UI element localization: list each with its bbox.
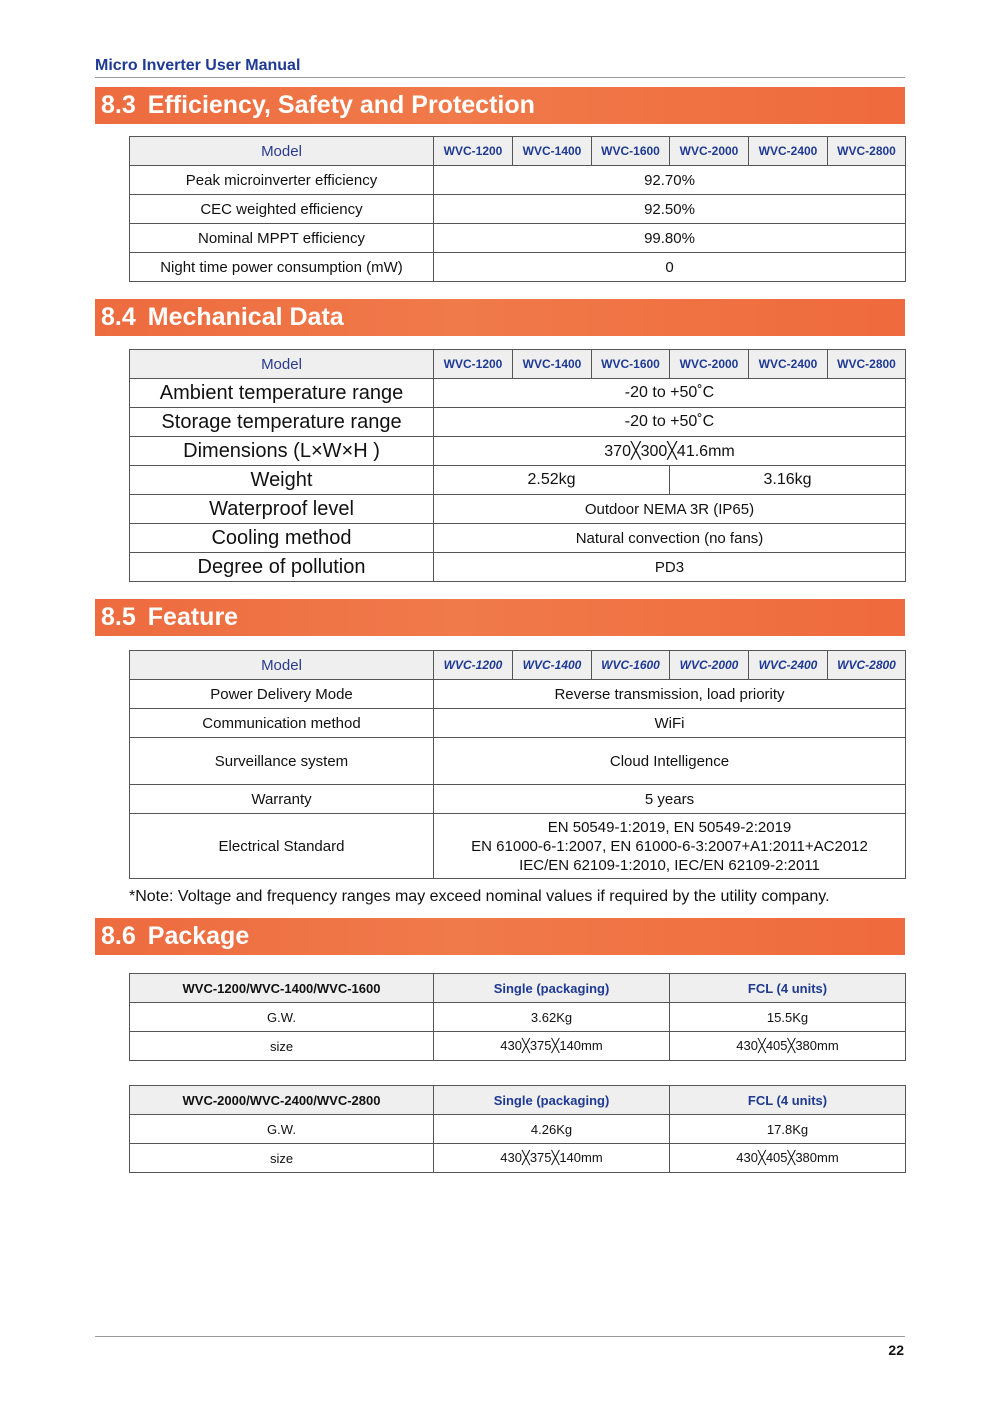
section-number: 8.4: [101, 303, 136, 331]
table-header-row: [130, 651, 906, 680]
model-column-header: WVC-1600: [592, 137, 670, 166]
row-value: Reverse transmission, load priority: [434, 680, 906, 709]
row-value: 17.8Kg: [670, 1115, 906, 1144]
row-label: CEC weighted efficiency: [130, 195, 434, 224]
table-row: [130, 680, 906, 709]
table-row: [130, 785, 906, 814]
row-label: Storage temperature range: [130, 408, 434, 437]
table-row: [130, 224, 906, 253]
row-label: Cooling method: [130, 524, 434, 553]
model-column-header: WVC-1400: [513, 651, 592, 680]
table-row: [130, 437, 906, 466]
row-label: G.W.: [130, 1003, 434, 1032]
row-label: Waterproof level: [130, 495, 434, 524]
row-value: 5 years: [434, 785, 906, 814]
model-column-header: WVC-2800: [828, 350, 906, 379]
row-label: Electrical Standard: [130, 814, 434, 879]
row-label: Night time power consumption (mW): [130, 253, 434, 282]
row-value: -20 to +50˚C: [434, 408, 906, 437]
package-models-header: WVC-1200/WVC-1400/WVC-1600: [130, 974, 434, 1003]
section-heading-8-4: [95, 299, 905, 336]
single-packaging-header: Single (packaging): [434, 974, 670, 1003]
table-row: [130, 709, 906, 738]
section-number: 8.5: [101, 603, 136, 631]
row-label: Warranty: [130, 785, 434, 814]
row-value: 3.62Kg: [434, 1003, 670, 1032]
table-row: [130, 166, 906, 195]
section-heading-8-6: [95, 918, 905, 955]
row-label: Dimensions (L×W×H ): [130, 437, 434, 466]
package-models-header: WVC-2000/WVC-2400/WVC-2800: [130, 1086, 434, 1115]
section-number: 8.6: [101, 922, 136, 950]
table-row: [130, 524, 906, 553]
table-row: [130, 1032, 906, 1061]
row-label: Nominal MPPT efficiency: [130, 224, 434, 253]
row-label: G.W.: [130, 1115, 434, 1144]
row-value: 3.16kg: [670, 466, 906, 495]
row-value: WiFi: [434, 709, 906, 738]
row-value: Cloud Intelligence: [434, 738, 906, 785]
row-value: 430╳375╳140mm: [434, 1144, 670, 1173]
mechanical-table: [129, 349, 906, 582]
efficiency-table: [129, 136, 906, 282]
row-value: 2.52kg: [434, 466, 670, 495]
fcl-header: FCL (4 units): [670, 1086, 906, 1115]
model-header: Model: [130, 651, 434, 680]
row-label: Communication method: [130, 709, 434, 738]
table-row: [130, 1115, 906, 1144]
table-row: [130, 738, 906, 785]
row-label: Weight: [130, 466, 434, 495]
model-column-header: WVC-1600: [592, 350, 670, 379]
model-column-header: WVC-1400: [513, 350, 592, 379]
standard-line: EN 61000-6-1:2007, EN 61000-6-3:2007+A1:2011+AC2012: [471, 837, 868, 855]
table-header-row: [130, 974, 906, 1003]
row-value: PD3: [434, 553, 906, 582]
row-value: 430╳405╳380mm: [670, 1032, 906, 1061]
table-row: [130, 195, 906, 224]
table-header-row: [130, 137, 906, 166]
table-row: [130, 466, 906, 495]
fcl-header: FCL (4 units): [670, 974, 906, 1003]
model-column-header: WVC-2400: [749, 137, 828, 166]
table-row: [130, 1144, 906, 1173]
row-label: size: [130, 1144, 434, 1173]
model-column-header: WVC-1400: [513, 137, 592, 166]
model-column-header: WVC-1200: [434, 350, 513, 379]
row-label: Ambient temperature range: [130, 379, 434, 408]
row-value: -20 to +50˚C: [434, 379, 906, 408]
row-value: 92.70%: [434, 166, 906, 195]
package-table-group-2: [129, 1085, 906, 1173]
section-number: 8.3: [101, 91, 136, 119]
standard-line: EN 50549-1:2019, EN 50549-2:2019: [547, 818, 792, 836]
row-value: 15.5Kg: [670, 1003, 906, 1032]
model-column-header: WVC-2800: [828, 651, 906, 680]
section-heading-8-5: [95, 599, 905, 636]
model-column-header: WVC-1600: [592, 651, 670, 680]
model-column-header: WVC-1200: [434, 137, 513, 166]
table-header-row: [130, 350, 906, 379]
model-column-header: WVC-2000: [670, 350, 749, 379]
footer-divider: [95, 1336, 905, 1337]
row-value: 99.80%: [434, 224, 906, 253]
section-heading-8-3: [95, 87, 905, 124]
row-label: size: [130, 1032, 434, 1061]
page-number: 22: [888, 1342, 904, 1358]
document-header-title: Micro Inverter User Manual: [95, 57, 905, 78]
table-row: [130, 553, 906, 582]
feature-table: [129, 650, 906, 879]
note-text: *Note: Voltage and frequency ranges may exceed nominal values if required by the utility company.: [129, 888, 830, 905]
row-value: [434, 814, 906, 879]
table-header-row: [130, 1086, 906, 1115]
table-row: [130, 1003, 906, 1032]
section-title: Efficiency, Safety and Protection: [147, 91, 535, 119]
row-value: 0: [434, 253, 906, 282]
section-title: Mechanical Data: [147, 303, 344, 331]
model-column-header: WVC-2000: [670, 137, 749, 166]
row-value: 430╳405╳380mm: [670, 1144, 906, 1173]
model-column-header: WVC-2400: [749, 350, 828, 379]
single-packaging-header: Single (packaging): [434, 1086, 670, 1115]
table-row: [130, 253, 906, 282]
model-column-header: WVC-2800: [828, 137, 906, 166]
model-header: Model: [130, 137, 434, 166]
row-value: 370╳300╳41.6mm: [434, 437, 906, 466]
section-title: Package: [147, 922, 250, 950]
row-value: 92.50%: [434, 195, 906, 224]
row-label: Power Delivery Mode: [130, 680, 434, 709]
row-value: 430╳375╳140mm: [434, 1032, 670, 1061]
row-value: Outdoor NEMA 3R (IP65): [434, 495, 906, 524]
model-header: Model: [130, 350, 434, 379]
row-value: 4.26Kg: [434, 1115, 670, 1144]
model-column-header: WVC-1200: [434, 651, 513, 680]
row-label: Degree of pollution: [130, 553, 434, 582]
table-row: [130, 408, 906, 437]
table-row: [130, 814, 906, 879]
model-column-header: WVC-2000: [670, 651, 749, 680]
table-row: [130, 495, 906, 524]
row-label: Peak microinverter efficiency: [130, 166, 434, 195]
row-value: Natural convection (no fans): [434, 524, 906, 553]
row-label: Surveillance system: [130, 738, 434, 785]
standard-line: IEC/EN 62109-1:2010, IEC/EN 62109-2:2011: [519, 856, 820, 874]
table-row: [130, 379, 906, 408]
package-table-group-1: [129, 973, 906, 1061]
model-column-header: WVC-2400: [749, 651, 828, 680]
section-title: Feature: [147, 603, 239, 631]
